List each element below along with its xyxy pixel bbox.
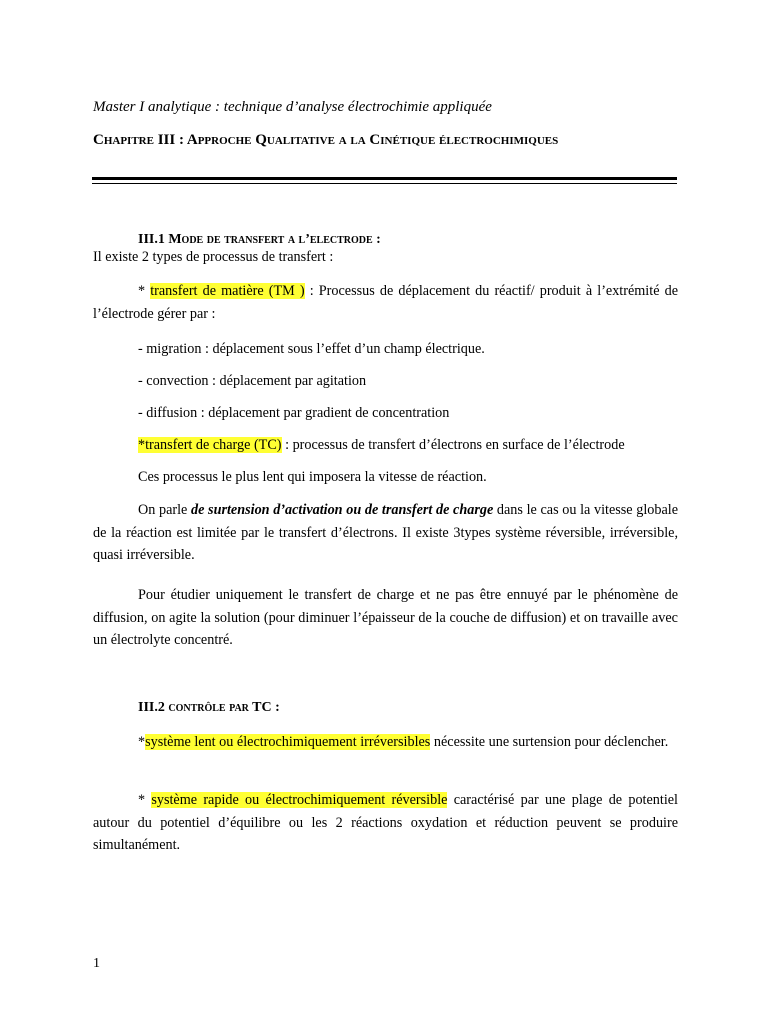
irreversible-text: nécessite une surtension pour déclencher.	[430, 734, 669, 750]
tm-paragraph	[93, 280, 678, 325]
tm-highlight: transfert de matière (TM )	[150, 283, 305, 299]
surtension-lead: On parle	[138, 502, 192, 518]
diffusion-item: - diffusion : déplacement par gradient de concentration	[138, 405, 450, 421]
reversible-text: caractérisé par une plage de potentiel autour du potentiel d’équilibre ou les 2 réactions oxydation et réduction peuvent se produire simultanément.	[93, 792, 678, 853]
intro-paragraph: Il existe 2 types de processus de transfert :	[93, 249, 334, 265]
tc-paragraph	[93, 434, 678, 457]
surtension-paragraph	[93, 499, 678, 567]
irreversible-highlight: système lent ou électrochimiquement irréversibles	[145, 734, 431, 750]
slow-paragraph: Ces processus le plus lent qui imposera la vitesse de réaction.	[138, 469, 487, 485]
irreversible-prefix: *	[138, 734, 146, 750]
convection-item: - convection : déplacement par agitation	[138, 373, 367, 389]
reversible-paragraph	[93, 789, 678, 857]
tm-prefix: *	[138, 283, 151, 299]
section-title-2: III.2 contrôle par TC :	[138, 700, 280, 715]
tc-text: : processus de transfert d’électrons en surface de l’électrode	[281, 437, 625, 453]
irreversible-paragraph	[93, 731, 678, 754]
header-rule-thin	[92, 183, 677, 184]
surtension-term: de surtension d’activation ou de transfert de charge	[191, 502, 494, 518]
page-number: 1	[93, 956, 100, 971]
tc-highlight: *transfert de charge (TC)	[138, 437, 282, 453]
header-rule-thick	[92, 177, 677, 180]
study-paragraph: Pour étudier uniquement le transfert de charge et ne pas être ennuyé par le phénomène de diffusion, on agite la solution (pour diminuer l’épaisseur de la couche de diffusion) et on travaille avec un électrolyte concentré.	[93, 587, 678, 648]
tm-text: : Processus de déplacement du réactif/ produit à l’extrémité de l’électrode gérer par :	[93, 283, 678, 322]
reversible-prefix: *	[138, 792, 152, 808]
document-header: Master I analytique : technique d’analyse électrochimie appliquée	[93, 99, 492, 115]
surtension-text: dans le cas ou la vitesse globale de la réaction est limitée par le transfert d’électrons. Il existe 3types système réversible, irréversible, quasi irréversible.	[93, 502, 678, 563]
section-title-1: III.1 Mode de transfert a l’electrode :	[138, 232, 381, 247]
reversible-highlight: système rapide ou électrochimiquement réversible	[151, 792, 448, 808]
migration-item: - migration : déplacement sous l’effet d’un champ électrique.	[138, 341, 485, 357]
chapter-title: Chapitre III : Approche Qualitative a la Cinétique électrochimiques	[93, 132, 559, 148]
